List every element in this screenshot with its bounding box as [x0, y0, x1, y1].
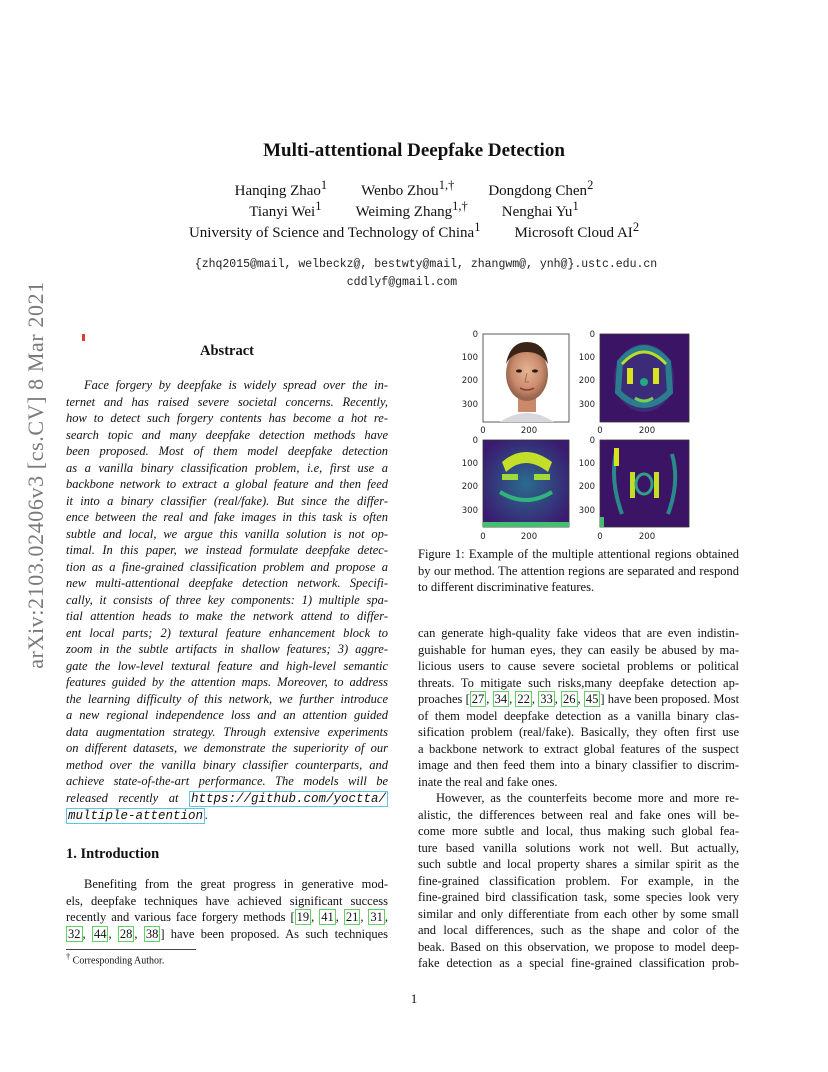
- text-line: zoom in the subtle artifacts in shallow features; 3) aggre-: [66, 642, 388, 656]
- text-line: image and then feed them into a binary classifier to discrim-: [418, 758, 739, 772]
- panel-attention-map-2: [462, 436, 569, 542]
- authors-row-2: [0, 199, 828, 221]
- text-line: achieve state-of-the-art performance. The models will be: [66, 774, 388, 788]
- author-name: Hanqing Zhao: [234, 183, 321, 199]
- figure-1-caption: Figure 1: Example of the multiple attentional regions obtained by our method. The attention regions are separated and respond to different discriminative features.: [418, 547, 739, 594]
- panel-face-photo: [462, 330, 569, 436]
- text-line: tion as a fine-grained classification problem and propose a: [66, 559, 388, 574]
- annotation-marker: [82, 334, 85, 341]
- text-line: cally, it consists of three key components: 1) multiple spa-: [66, 592, 388, 607]
- y-tick-label: 100: [461, 353, 478, 363]
- text-line: similar and only differentiate from each other by some small: [418, 906, 739, 921]
- text-line: it into a binary classifier (real/fake). But since the differ-: [66, 493, 388, 508]
- text-line: of them model deepfake detection as a vanilla binary clas-: [418, 708, 739, 723]
- citation-link[interactable]: 21: [345, 910, 359, 924]
- affiliation-name: University of Science and Technology of China: [188, 225, 475, 241]
- figure-1: [440, 322, 750, 544]
- abstract-text: released recently at: [66, 790, 189, 805]
- citation-link[interactable]: 19: [296, 910, 310, 924]
- y-tick-label: 0: [472, 436, 478, 446]
- text-line: subtle and local, we argue this vanilla solution is not op-: [66, 526, 388, 541]
- citation-link[interactable]: 45: [585, 692, 599, 706]
- abstract-body: [66, 377, 388, 825]
- text-line: alistic, the differences between real and fake ones will be-: [418, 807, 739, 822]
- panel-attention-map-1: [579, 330, 689, 436]
- author-affil: 1: [572, 199, 579, 213]
- abstract-period: .: [205, 808, 209, 822]
- y-axis-ticks: [462, 330, 478, 410]
- text-line: fake detection as a special fine-grained classification prob-: [418, 956, 739, 970]
- x-tick-label: 200: [520, 532, 538, 542]
- affiliation-index: 1: [474, 220, 481, 234]
- text-line: ture based vanilla solutions work not well. But actually,: [418, 840, 739, 855]
- text-line: come more subtle and local, thus making such global fea-: [418, 824, 739, 838]
- text-line: data augmentation strategy. Through extensive experiments: [66, 724, 388, 739]
- text-line: licious users to cause severe societal problems or political: [418, 659, 739, 673]
- author-emails: {zhq2015@mail, welbeckz@, bestwty@mail, zhangwm@, ynh@}.ustc.edu.cn: [194, 258, 658, 271]
- text-line: ent local parts; 2) textural feature enhancement block to: [66, 625, 388, 640]
- author-name: Dongdong Chen: [488, 183, 588, 199]
- citation-link[interactable]: 41: [321, 910, 334, 924]
- affiliations: [0, 220, 828, 242]
- y-tick-label: 300: [461, 506, 478, 516]
- text-line: Benefiting from the great progress in generative mod-: [84, 877, 388, 891]
- x-tick-label: 0: [597, 426, 603, 436]
- text-line: as a vanilla binary classification problem, i.e, first use a: [66, 460, 388, 475]
- citation-link[interactable]: 38: [145, 926, 159, 941]
- text-line: 32 , 44 , 28 , 38 ] have been proposed. As such techniques: [68, 926, 389, 941]
- text-line: fine-grained bird classification task, some species look very: [418, 890, 739, 904]
- text-line: features guided by the attention maps. Moreover, to address: [66, 675, 388, 689]
- text-line: sification problem (real/fake). Basically, they often first use: [418, 725, 739, 739]
- y-axis-ticks: [579, 330, 595, 410]
- text-line: els, deepfake techniques have achieved significant success: [66, 893, 388, 908]
- author-affil: 1,†: [438, 178, 455, 192]
- right-column-body: [418, 625, 739, 972]
- author-name: Wenbo Zhou: [361, 183, 439, 199]
- citation-link[interactable]: 34: [494, 692, 508, 706]
- x-tick-label: 200: [638, 532, 656, 542]
- footnote-mark: †: [66, 952, 71, 961]
- authors-row-1: [0, 178, 828, 200]
- text-line: how to detect such forgery contents has become a hot re-: [66, 411, 388, 425]
- text-line: the learning difficulty of this network, we further introduce: [66, 691, 388, 706]
- text-span: proaches: [418, 692, 466, 706]
- y-tick-label: 0: [589, 330, 595, 340]
- text-line: and local differences, such as the shape and color of the: [418, 923, 739, 937]
- text-line: gate the low-level textural feature and high-level semantic: [66, 658, 388, 673]
- page-number: 1: [410, 991, 418, 1006]
- text-line: Face forgery by deepfake is widely spread over the in-: [84, 378, 388, 392]
- code-link[interactable]: https://github.com/yoctta/: [190, 791, 386, 806]
- paper-title: Multi-attentional Deepfake Detection: [263, 140, 565, 161]
- author-affil: 1,†: [452, 199, 468, 213]
- code-link-continued[interactable]: multiple-attention: [68, 809, 204, 823]
- y-tick-label: 300: [578, 506, 595, 516]
- abstract-link-line: [66, 807, 388, 825]
- x-tick-label: 200: [638, 426, 656, 436]
- text-line: guishable for human eyes, they can easily be abused by ma-: [418, 642, 739, 657]
- citation-link[interactable]: 27: [471, 692, 485, 706]
- y-tick-label: 100: [578, 353, 595, 363]
- text-line: proaches [ 27 , 34 , 22 , 33 , 26 , 45 ] have been proposed. Most: [418, 692, 740, 706]
- text-span: recently and various face forgery methods: [66, 910, 291, 924]
- text-line: on different datasets, we demonstrate the superiority of our: [66, 741, 388, 755]
- x-tick-label: 0: [480, 426, 486, 436]
- author-affil: 1: [315, 199, 322, 213]
- citation-link[interactable]: 28: [119, 926, 133, 941]
- y-axis-ticks: [579, 436, 595, 516]
- citation-link[interactable]: 44: [93, 926, 107, 941]
- y-tick-label: 0: [472, 330, 478, 340]
- text-line: tial attention heads to make the network attend to differ-: [66, 609, 388, 623]
- citation-link[interactable]: 31: [370, 910, 383, 924]
- text-line: a new regional independence loss and an attention guided: [66, 708, 388, 722]
- citation-link[interactable]: 26: [563, 692, 576, 706]
- affiliation-name: Microsoft Cloud AI: [514, 225, 633, 241]
- text-line: recently and various face forgery methods [ 19 , 41 , 21 , 31 ,: [66, 910, 389, 924]
- text-line: such subtle and local property shares a similar spirit as the: [418, 857, 739, 871]
- section-heading-introduction: 1. Introduction: [66, 846, 160, 862]
- text-line: backbone network to extract a global feature and then feed: [66, 477, 388, 491]
- y-axis-ticks: [462, 436, 478, 516]
- author-name: Weiming Zhang: [355, 204, 453, 220]
- text-span: have been proposed. Most: [604, 692, 740, 706]
- affiliation-index: 2: [632, 220, 640, 234]
- text-line: ternet and has raised severe societal concerns. Recently,: [66, 394, 388, 409]
- y-tick-label: 200: [461, 376, 478, 386]
- y-tick-label: 100: [578, 459, 595, 469]
- y-tick-label: 300: [578, 400, 595, 410]
- text-span: have been proposed. As such techniques: [164, 926, 389, 941]
- y-tick-label: 200: [461, 482, 478, 492]
- abstract-heading: Abstract: [200, 343, 254, 359]
- panel-attention-map-3: [579, 436, 689, 542]
- y-tick-label: 200: [578, 376, 595, 386]
- text-line: threats. To mitigate such risks,many deepfake detection ap-: [418, 675, 739, 690]
- author-email-2: cddlyf@gmail.com: [346, 276, 458, 289]
- text-line: timal. In this paper, we instead formulate deepfake detec-: [66, 543, 388, 557]
- text-line: new multi-attentional deepfake detection network. Specifi-: [66, 576, 388, 590]
- text-line: ence between the real and fake images in this task is often: [66, 510, 388, 524]
- x-tick-label: 0: [480, 532, 486, 542]
- x-tick-label: 200: [520, 426, 538, 436]
- y-tick-label: 0: [589, 436, 595, 446]
- text-line: been proposed. Most of them model deepfake detection: [66, 444, 388, 458]
- introduction-body: [66, 876, 388, 942]
- text-line: a backbone network to extract global features of the suspect: [418, 741, 739, 756]
- text-line: However, as the counterfeits become more and more re-: [436, 791, 739, 805]
- citation-link[interactable]: 32: [68, 926, 81, 941]
- author-affil: 1: [320, 178, 328, 192]
- footnote: [66, 952, 164, 966]
- footnote-text: Corresponding Author.: [70, 955, 165, 967]
- text-line: fine-grained classification problem. For example, in the: [418, 873, 739, 888]
- citation-link[interactable]: 33: [540, 692, 553, 706]
- y-tick-label: 300: [461, 400, 478, 410]
- author-name: Tianyi Wei: [249, 204, 316, 220]
- author-name: Nenghai Yu: [501, 204, 573, 220]
- text-line: inate the real and fake ones.: [418, 774, 558, 789]
- abstract-last-line: [66, 790, 388, 808]
- text-line: can generate high-quality fake videos that are even indistin-: [418, 626, 739, 640]
- y-tick-label: 200: [578, 482, 595, 492]
- citation-link[interactable]: 22: [517, 692, 530, 706]
- author-affil: 2: [587, 178, 594, 192]
- arxiv-id: arXiv:2103.02406v3 [cs.CV] 8 Mar 2021: [23, 281, 48, 669]
- y-tick-label: 100: [461, 459, 478, 469]
- text-line: method over the vanilla binary classifier counterparts, and: [66, 757, 388, 772]
- text-line: search topic and many deepfake detection methods have: [66, 427, 388, 442]
- footnote-rule: [66, 949, 196, 950]
- x-tick-label: 0: [597, 532, 603, 542]
- text-line: beak. Based on this observation, we propose to model deep-: [418, 939, 739, 954]
